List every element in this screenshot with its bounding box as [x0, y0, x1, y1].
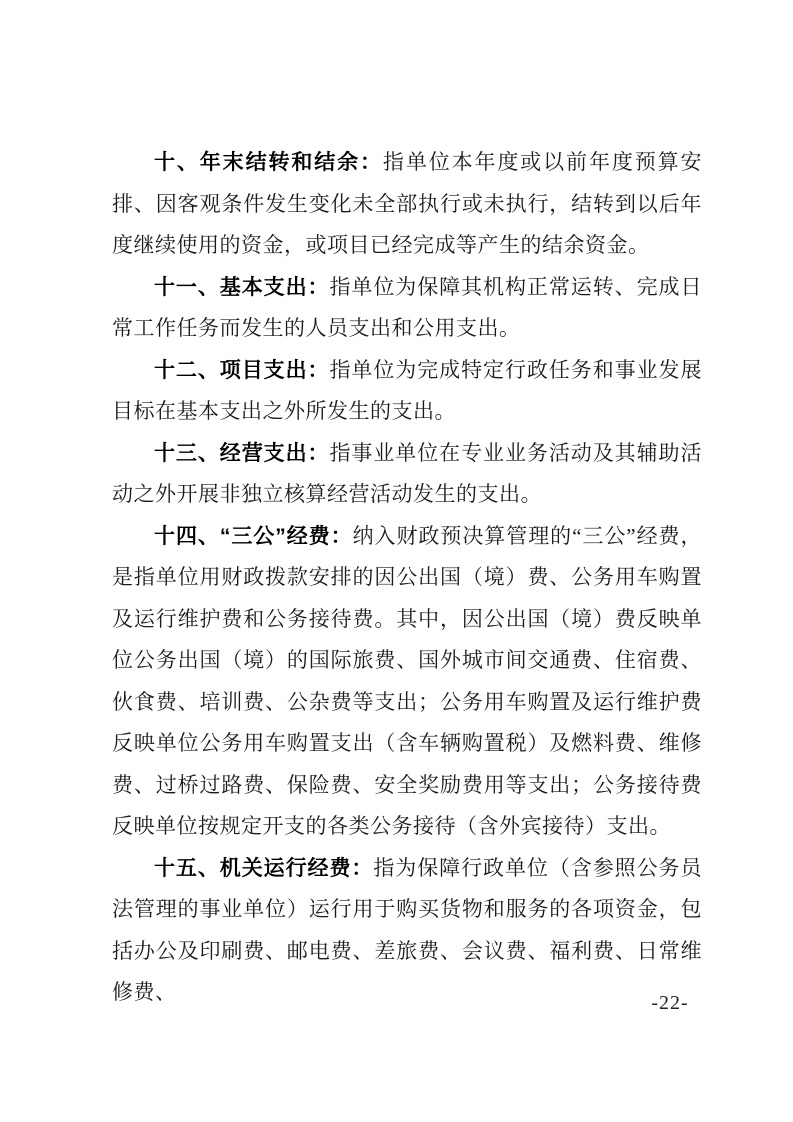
definition-paragraph-13 — [112, 433, 702, 516]
term-definition-15: 指为保障行政单位（含参照公务员法管理的事业单位）运行用于购买货物和服务的各项资金，包括办公及印刷费、邮电费、差旅费、会议费、福利费、日常维修费、 — [112, 855, 702, 1004]
term-label-15: 十五、机关运行经费： — [154, 856, 374, 880]
term-label-14: 十四、“三公”经费： — [154, 524, 353, 548]
term-label-11: 十一、基本支出： — [154, 275, 330, 299]
term-label-10: 十、年末结转和结余： — [154, 151, 383, 174]
definition-paragraph-12 — [112, 350, 702, 433]
page-number: -22- — [651, 992, 689, 1014]
document-body — [112, 142, 702, 1014]
definition-paragraph-10 — [112, 142, 702, 267]
term-definition-10: 指单位本年度或以前年度预算安排、因客观条件发生变化未全部执行或未执行，结转到以后年度继续使用的资金，或项目已经完成等产生的结余资金。 — [112, 150, 703, 257]
term-definition-11: 指单位为保障其机构正常运转、完成日常工作任务而发生的人员支出和公用支出。 — [112, 274, 702, 340]
definition-paragraph-15 — [112, 848, 702, 1014]
term-definition-13: 指事业单位在专业业务活动及其辅助活动之外开展非独立核算经营活动发生的支出。 — [112, 440, 702, 506]
definition-paragraph-14 — [112, 516, 702, 848]
definition-paragraph-11 — [112, 267, 702, 350]
term-definition-14: 纳入财政预决算管理的“三公”经费，是指单位用财政拨款安排的因公出国（境）费、公务用车购置及运行维护费和公务接待费。其中，因公出国（境）费反映单位公务出国（境）的国际旅费、国外城市间交通费、住宿费、伙食费、培训费、公杂费等支出；公务用车购置及运行维护费反映单位公务用车购置支出（含车辆购置税）及燃料费、维修费、过桥过路费、保险费、安全奖励费用等支出；公务接待费反映单位按规定开支的各类公务接待（含外宾接待）支出。 — [112, 523, 703, 838]
term-label-13: 十三、经营支出： — [154, 441, 330, 465]
term-definition-12: 指单位为完成特定行政任务和事业发展目标在基本支出之外所发生的支出。 — [112, 357, 702, 423]
term-label-12: 十二、项目支出： — [154, 358, 330, 382]
